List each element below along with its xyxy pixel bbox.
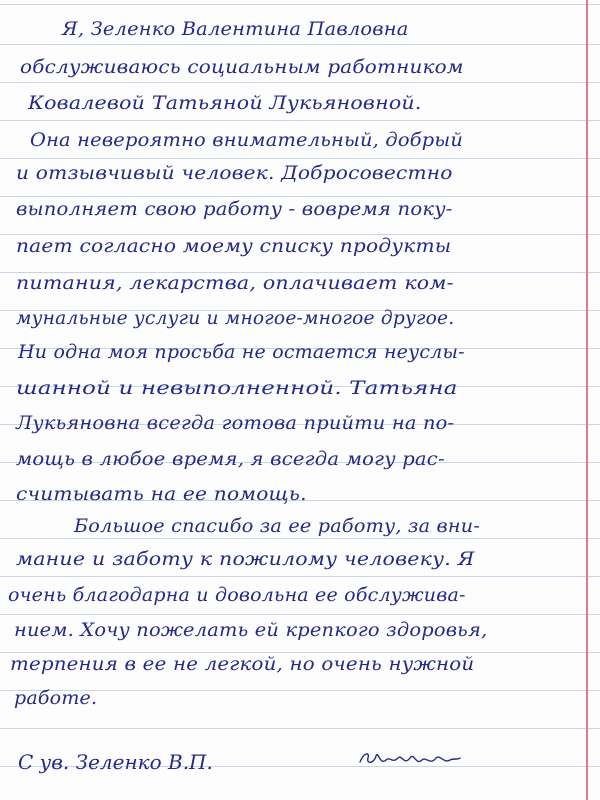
letter-line: терпения в ее не легкой, но очень нужной [10,653,475,675]
letter-line: и отзывчивый человек. Добросовестно [16,162,453,184]
letter-line: питания, лекарства, оплачивает ком- [16,272,454,294]
closing-block [18,744,578,784]
letter-line: пает согласно моему списку продукты [16,235,452,257]
letter-line: обслуживаюсь социальным работником [20,56,464,78]
letter-line: мунальные услуги и многое-многое другое. [16,307,455,329]
letter-line: работе. [14,687,98,709]
letter-line: выполняет свою работу - вовремя поку- [16,198,453,220]
letter-line: Она невероятно внимательный, добрый [30,129,464,151]
letter-line: мощь в любое время, я всегда могу рас- [16,448,445,470]
letter-line: Большое спасибо за ее работу, за вни- [74,515,481,537]
letter-line: шанной и невыполненной. Татьяна [16,377,458,399]
letter-line: мание и заботу к пожилому человеку. Я [16,548,475,570]
letter-line: считывать на ее помощь. [16,483,307,505]
handwritten-signature [354,744,464,774]
letter-line: очень благодарна и довольна ее обслужива- [8,584,466,606]
closing-text: С ув. Зеленко В.П. [18,750,213,774]
letter-line: Ни одна моя просьба не остается неуслы- [18,341,465,363]
letter-line: Я, Зеленко Валентина Павловна [62,18,409,40]
letter-line: Ковалевой Татьяной Лукьяновной. [28,92,422,114]
letter-line: нием. Хочу пожелать ей крепкого здоровья, [14,619,488,641]
letter-line: Лукьяновна всегда готова прийти на по- [16,412,455,434]
